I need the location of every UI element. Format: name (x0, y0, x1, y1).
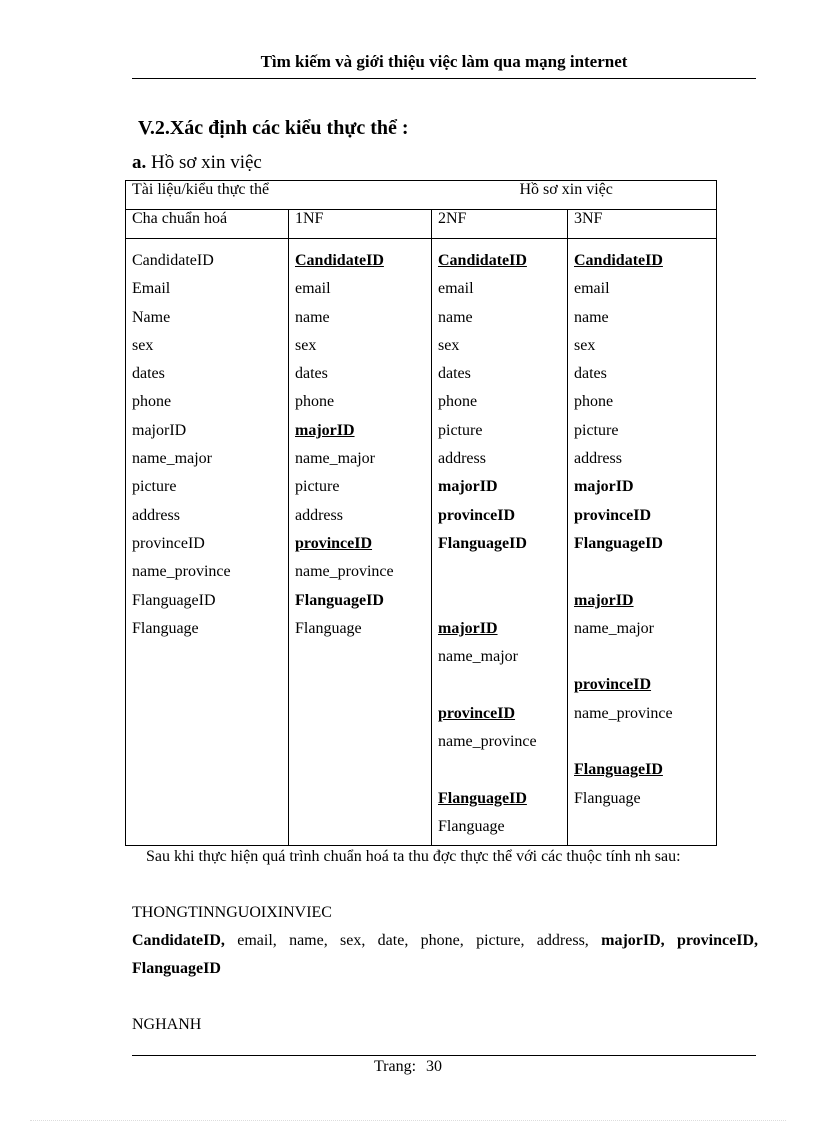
table-cell: Flanguage (574, 789, 641, 807)
table-cell: sex (295, 336, 317, 354)
section-title: V.2.Xác định các kiểu thực thể : (138, 117, 409, 139)
table-cell: picture (438, 421, 483, 439)
table-cell: address (295, 506, 343, 524)
table-cell: phone (132, 393, 172, 411)
table-cell: provinceID (574, 506, 652, 524)
table-cell: name_province (295, 563, 394, 581)
table-cell: majorID (438, 619, 498, 637)
entity-name-1: THONGTINNGUOIXINVIEC (132, 904, 332, 921)
subsection-text: Hồ sơ xin việc (151, 152, 262, 173)
footer-rule (132, 1055, 756, 1056)
table-cell: Flanguage (295, 619, 362, 637)
table-cell: email (438, 280, 474, 298)
col-1nf (289, 239, 432, 846)
table-cell: CandidateID (132, 252, 214, 269)
bottom-dotted-line (30, 1120, 786, 1121)
table-cell: majorID (295, 421, 355, 439)
summary-paragraph: Sau khi thực hiện quá trình chuẩn hoá ta thu đợc thực thể với các thuộc tính nh sau: (146, 848, 681, 865)
table-cell: picture (574, 421, 619, 439)
table-cell: picture (295, 478, 340, 496)
table-cell: FlanguageID (574, 761, 663, 779)
table-cell (574, 643, 710, 671)
page-header-title: Tìm kiếm và giới thiệu việc làm qua mạng internet (260, 52, 628, 71)
table-cell: name_province (132, 563, 231, 581)
col-header-3: 3NF (568, 210, 717, 239)
table-cell: Name (132, 308, 171, 326)
entity-attributes (132, 927, 758, 983)
table-cell: majorID (574, 591, 634, 609)
table-cell (438, 756, 561, 784)
table-cell: provinceID (574, 676, 652, 694)
table-cell: CandidateID (295, 252, 384, 269)
page-number: 30 (426, 1058, 443, 1075)
table-cell: phone (295, 393, 335, 411)
col-unnormalized (126, 239, 289, 846)
table-cell: name_major (574, 619, 654, 637)
table-cell: email (295, 280, 331, 298)
table-cell: CandidateID (438, 252, 527, 269)
table-cell: name_major (132, 450, 212, 468)
subsection-title (132, 152, 262, 174)
col-header-2: 2NF (432, 210, 568, 239)
table-cell: dates (574, 365, 607, 383)
subsection-label: a. (132, 152, 147, 173)
table-cell (438, 671, 561, 699)
table-cell: sex (132, 336, 154, 354)
page-footer (0, 1058, 816, 1076)
table-header-left: Tài liệu/kiểu thực thể (126, 181, 432, 210)
col-header-1: 1NF (289, 210, 432, 239)
table-cell: name (295, 308, 330, 326)
table-cell (574, 558, 710, 586)
table-cell: provinceID (132, 534, 205, 552)
table-cell: name_province (438, 733, 537, 751)
table-cell: email (574, 280, 610, 298)
table-cell: provinceID (438, 506, 516, 524)
table-cell: name (574, 308, 609, 326)
table-cell: Flanguage (132, 619, 199, 637)
header-rule (132, 78, 756, 79)
table-cell (438, 558, 561, 586)
table-cell (438, 587, 561, 615)
table-cell: address (574, 450, 622, 468)
table-cell: Email (132, 280, 171, 298)
table-cell: address (438, 450, 486, 468)
table-cell: dates (132, 365, 165, 383)
col-3nf (568, 239, 717, 846)
table-cell: FlanguageID (574, 534, 663, 552)
table-cell: name_major (438, 648, 518, 666)
entity-table (125, 180, 717, 846)
table-cell: sex (438, 336, 460, 354)
attr-bold-2: majorID, provinceID, FlanguageID (132, 932, 759, 977)
table-cell: majorID (438, 478, 498, 496)
entity-name-2: NGHANH (132, 1016, 202, 1033)
table-cell: phone (438, 393, 478, 411)
table-cell: dates (438, 365, 471, 383)
table-cell: name_major (295, 450, 375, 468)
col-header-0: Cha chuẩn hoá (126, 210, 289, 239)
table-cell: picture (132, 478, 177, 496)
table-cell: dates (295, 365, 328, 383)
table-cell: CandidateID (574, 252, 663, 269)
table-cell (574, 728, 710, 756)
table-cell: FlanguageID (438, 789, 527, 807)
table-cell: Flanguage (438, 817, 505, 835)
table-cell: phone (574, 393, 614, 411)
table-cell: FlanguageID (132, 591, 216, 609)
table-header-right: Hồ sơ xin việc (432, 181, 717, 210)
table-cell: name (438, 308, 473, 326)
table-cell: majorID (132, 421, 187, 439)
col-2nf (432, 239, 568, 846)
table-cell: majorID (574, 478, 634, 496)
table-cell: provinceID (438, 704, 516, 722)
table-cell: address (132, 506, 180, 524)
table-cell: FlanguageID (438, 534, 527, 552)
table-cell: provinceID (295, 534, 373, 552)
table-cell: name_province (574, 704, 673, 722)
table-cell: FlanguageID (295, 591, 384, 609)
table-cell: sex (574, 336, 596, 354)
attr-plain: email, name, sex, date, phone, picture, address, (224, 932, 602, 949)
footer-label: Trang: (373, 1058, 417, 1075)
attr-bold-1: CandidateID, (132, 932, 225, 949)
